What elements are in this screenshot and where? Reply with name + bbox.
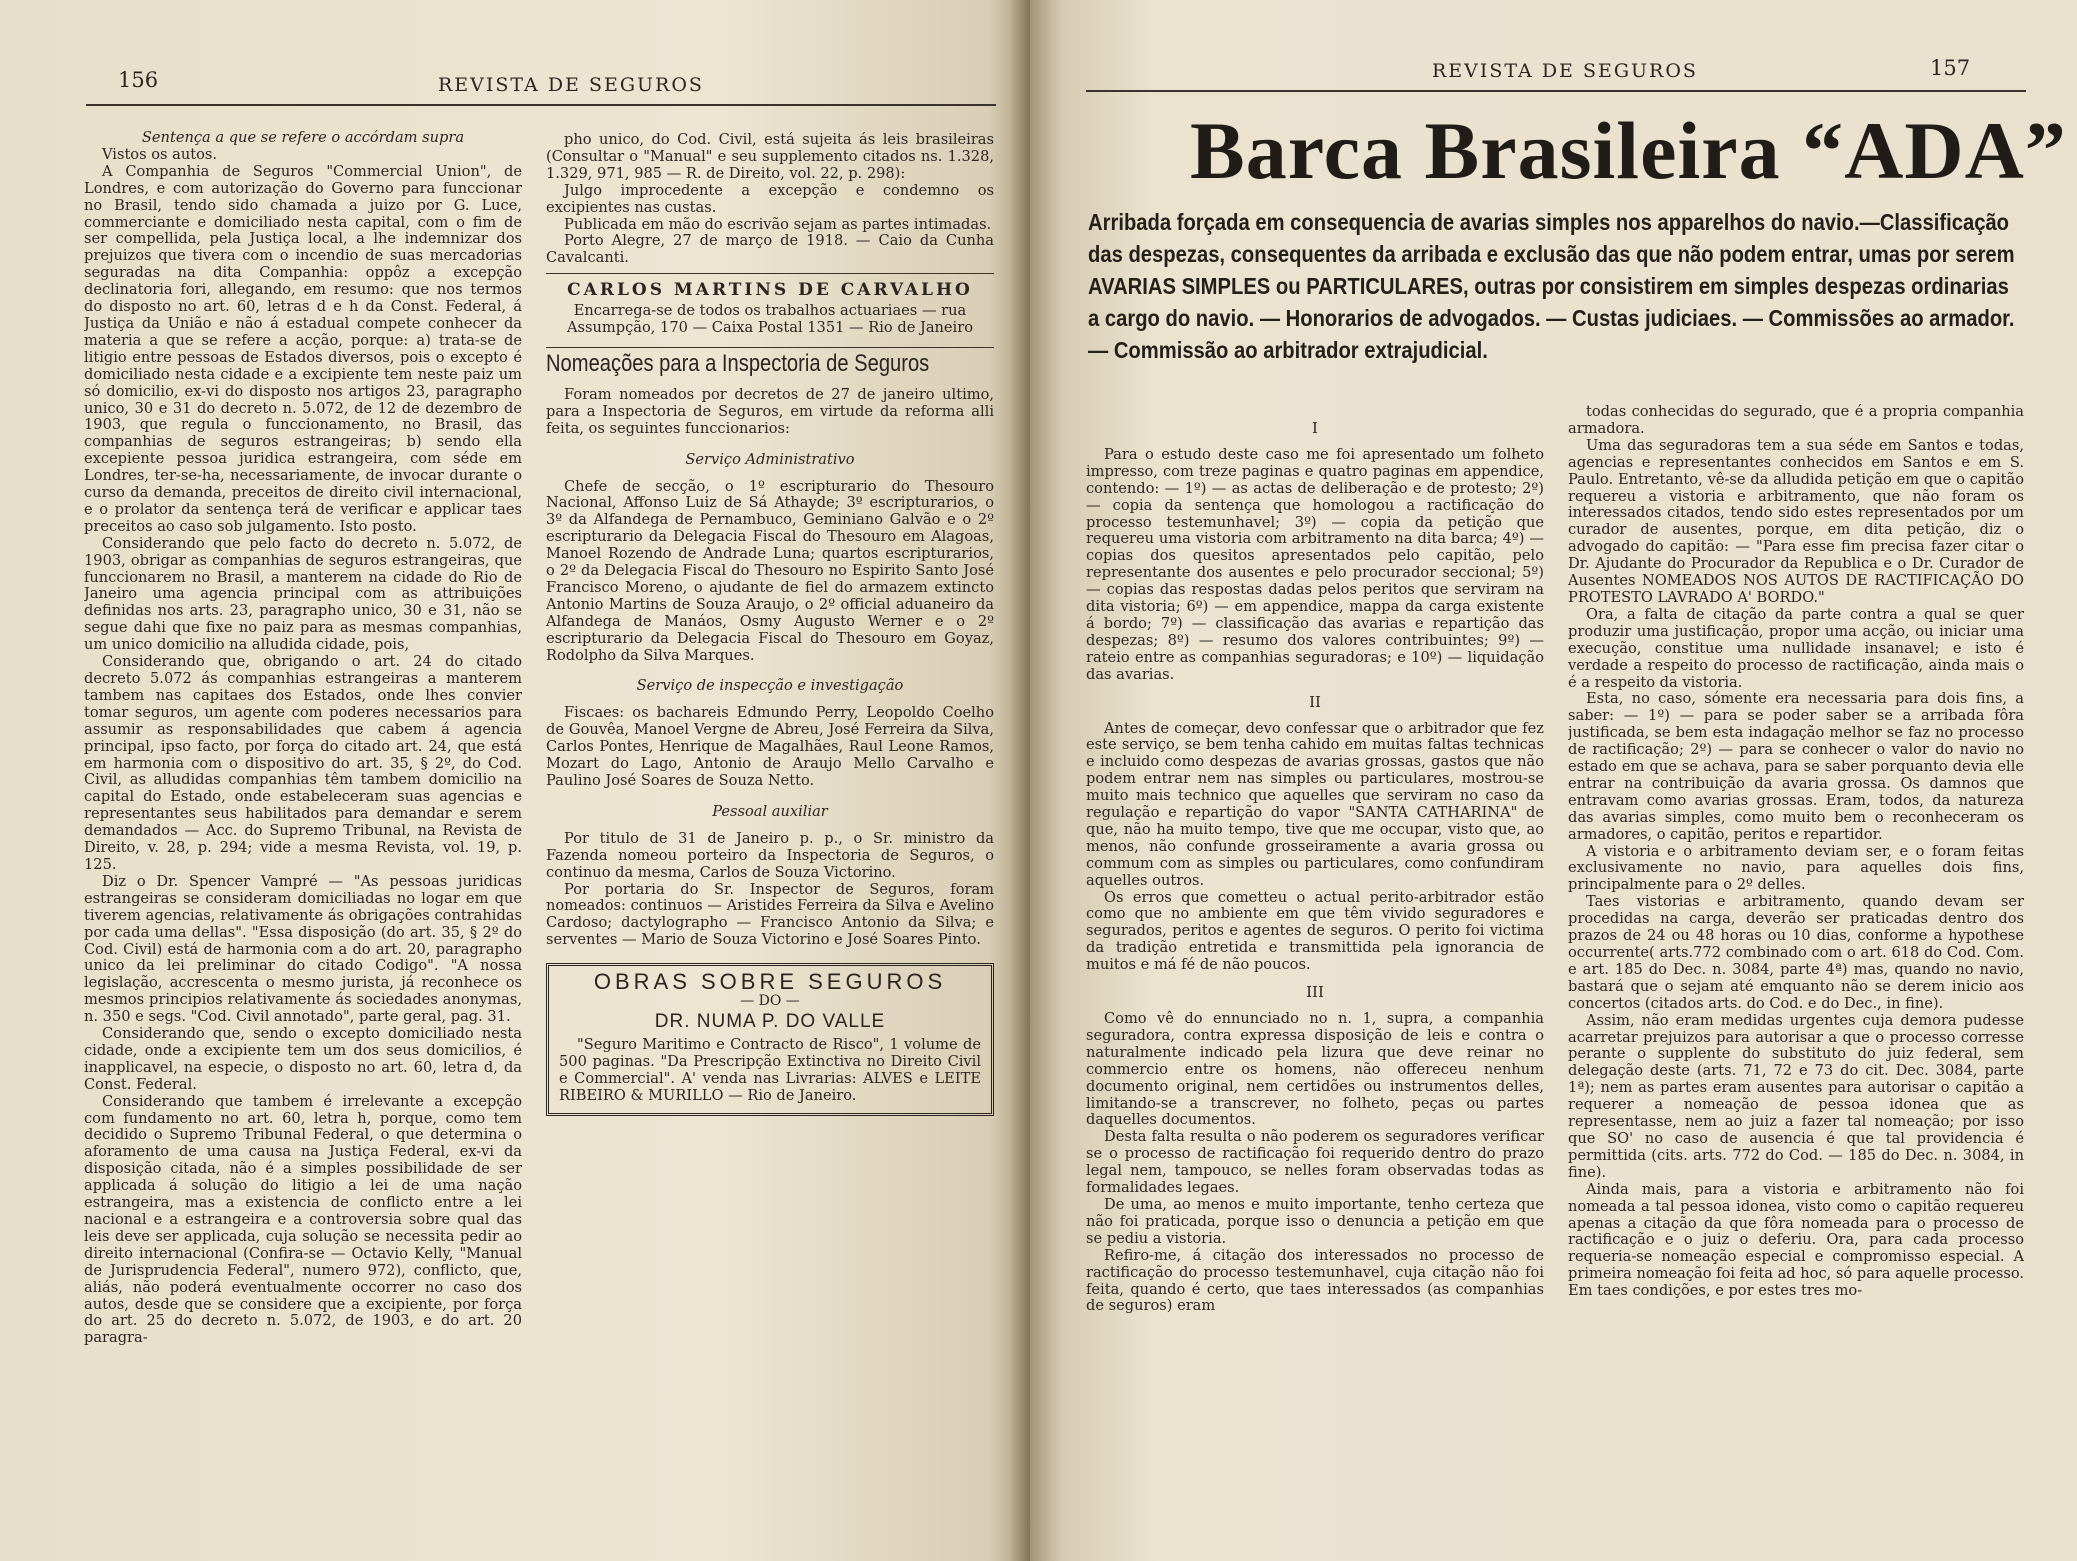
left-column-right — [546, 132, 994, 1542]
article-title: Barca Brasileira “ADA” — [1190, 105, 2067, 196]
paragraph: Antes de começar, devo confessar que o arbitrador que fez este serviço, se bem tenha cahido em muitas faltas technicas e incluido como despezas de avarias grossas, gastos que não podem entrar nem nas simples ou particulares, mostrou-se muito mais technico que aquelles que serviram no caso da regulação e repartição do vapor "SANTA CATHARINA" de que, não ha muito tempo, tive que me occupar, visto que, ao menos, não confunde grosseiramente a avaria grossa ou commum com as simples ou particulares, como confundiram aquelles outros. — [1086, 719, 1544, 889]
paragraph: A Companhia de Seguros "Commercial Union", de Londres, e com autorização do Governo para funccionar no Brasil, tendo sido chamada a juizo por G. Luce, commerciante e domiciliado nesta capital, com o fim de ser compellida, pela Justiça local, a lhe indemnizar dos prejuizos que tivera com o incendio de suas mercadorias seguradas na dita Companhia: oppôz a excepção declinatoria fori, allegando, em resumo: que nos termos do disposto no art. 60, letras d e h da Const. Federal, á Justiça da União e não á estadual compete conhecer da materia a que se refere a acção, porque: a) trata-se de litigio entre pessoas de Estados diversos, pois o excepto é domiciliado nesta cidade e a excipiente tem neste paiz um só domicilio, ex-vi do disposto nos artigos 23, paragrapho unico, 30 e 31 do decreto n. 5.072, de 12 de dezembro de 1903, que regula o funccionamento, no Brasil, das companhias de seguros estrangeiras; b) sendo ella excepiente pessoa juridica estrangeira, com séde em Londres, ter-se-ha, necessariamente, de invocar durante o curso da demanda, preceitos de direito civil internacional, e o prolator da sentença terá de verificar e applicar taes preceitos ao caso sob julgamento. Isto posto. — [84, 162, 522, 535]
paragraph: Vistos os autos. — [102, 145, 218, 163]
paragraph: De uma, ao menos e muito importante, tenho certeza que não foi praticada, porque isso o denuncia a petição em que se pediu a vistoria. — [1086, 1195, 1544, 1247]
paragraph: Considerando que tambem é irrelevante a excepção com fundamento no art. 60, letra h, porque, como tem decidido o Supremo Tribunal Federal, o que determina o aforamento de uma causa na Justiça Federal, ex-vi da disposição citada, não é a simples possibilidade de ser applicada á solução do litigio a lei de uma nação estrangeira, mas a existencia de conflicto entre a lei nacional e a estrangeira e a controversia sobre qual das leis deve ser applicada, cuja solução se necessita pedir ao direito internacional (Confira-se — Octavio Kelly, "Manual de Jurisprudencia Federal", numero 972), conflicto, que, aliás, não poderá eventualmente occorrer no caso dos autos, desde que se considere que a excipiente, por força do art. 25 do decreto n. 5.072, de 1903, e do art. 20 paragra- — [84, 1092, 522, 1347]
paragraph: Fiscaes: os bachareis Edmundo Perry, Leopoldo Coelho de Gouvêa, Manoel Vergne de Abreu, José Ferreira da Silva, Carlos Pontes, Henrique de Magalhães, Raul Leone Ramos, Mozart do Lago, Antonio de Araujo Mello Carvalho e Paulino José Soares de Souza Netto. — [546, 704, 994, 789]
header-rule — [86, 104, 996, 106]
nomeacoes-section-title: Serviço de inspecção e investigação — [636, 677, 904, 695]
obras-text: "Seguro Maritimo e Contracto de Risco", 1 volume de 500 paginas. "Da Prescripção Extinctiva no Direito Civil e Commercial". A' venda nas Livrarias: ALVES e LEITE RIBEIRO & MURILLO — Rio de Janeiro. — [559, 1035, 981, 1104]
nomeacoes-heading: Nomeações para a Inspectoria de Seguros — [546, 349, 930, 377]
paragraph: Assim, não eram medidas urgentes cuja demora pudesse acarretar prejuizos para autorisar a que o processo corresse perante o supplente do substituto do juiz federal, sem delegação deste (arts. 71, 72 e 73 do cit. Dec. 3084, parte 1ª); nem as partes eram ausentes para autorisar o capitão a requerer a nomeação de pessoa idonea que as representasse, nem ao juiz a fazer tal nomeação; por isso que SO' no caso de ausencia é que tal providencia é permittida (cits. arts. 772 do Cod. — 185 do Dec. n. 3084, in fine). — [1568, 1011, 2024, 1181]
paragraph: Porto Alegre, 27 de março de 1918. — Caio da Cunha Cavalcanti. — [546, 232, 994, 267]
paragraph: pho unico, do Cod. Civil, está sujeita ás leis brasileiras (Consultar o "Manual" e seu supplemento citados ns. 1.328, 1.329, 971, 985 — R. de Direito, vol. 22, p. 298): — [546, 132, 994, 182]
running-head: REVISTA DE SEGUROS — [438, 74, 704, 96]
paragraph: Julgo improcedente a excepção e condemno os excipientes nas custas. — [546, 181, 994, 216]
paragraph: Uma das seguradoras tem a sua séde em Santos e todas, agencias e representantes conhecidos em Santos e em S. Paulo. Entretanto, vê-se da alludida petição em que o capitão requereu a vistoria e arbitramento, que não foram os interessados citados, tendo sido estes representados por um curador de ausentes, porque, em dita petição, diz o advogado do capitão: — "Para esse fim precisa fazer citar o Dr. Ajudante do Procurador da Republica e o Dr. Curador de Ausentes NOMEADOS NOS AUTOS DE RACTIFICAÇÃO DO PROTESTO LAVRADO A' BORDO." — [1568, 436, 2024, 606]
paragraph: Refiro-me, á citação dos interessados no processo de ractificação do processo testemunhavel, cuja citação não foi feita, quando é certo, que taes interessados (as companhias de seguros) eram — [1086, 1246, 1544, 1315]
obras-title: OBRAS SOBRE SEGUROS — [593, 969, 947, 995]
right-column-left — [1086, 410, 1544, 1550]
nomeacoes-sections — [546, 452, 994, 950]
running-head: REVISTA DE SEGUROS — [1432, 60, 1698, 82]
left-column-sentenca — [84, 130, 522, 1550]
carlos-martins-name: CARLOS MARTINS DE CARVALHO — [567, 280, 973, 301]
paragraph: A vistoria e o arbitramento deviam ser, e o foram feitas exclusivamente no navio, para aquelles dois fins, principalmente para o 2º delles. — [1568, 842, 2024, 894]
article-summary: Arribada forçada em consequencia de avarias simples nos apparelhos do navio.—Classificação das despezas, consequentes da arribada e exclusão das que não podem entrar, umas por serem AVARIAS SIMPLES ou PARTICULARES, outras por consistirem em simples despezas ordinarias a cargo do navio. — Honorarios de advogados. — Custas judiciaes. — Commissões ao armador. — Commissão ao arbitrador extrajudicial. — [1088, 209, 2015, 363]
paragraph: Considerando que, sendo o excepto domiciliado nesta cidade, onde a excipiente tem um dos seus domicilios, é inapplicavel, na especie, o disposto no art. 60, letra d, da Const. Federal. — [84, 1025, 522, 1093]
paragraph: Esta, no caso, sómente era necessaria para dois fins, a saber: — 1º) — para se poder saber se a arribada fôra justificada, se bem esta indagação melhor se faz no processo de ractificação; 2º) — para se conhecer o valor do navio no estado em que se achava, para se saber porquanto devia elle entrar na contribuição da avaria grossa. Os damnos que entravam como avarias grossas. Eram, todos, da natureza das avarias simples, como muito bem o reconheceram os armadores, o capitão, peritos e repartidor. — [1568, 690, 2024, 843]
section-numeral: III — [1306, 983, 1324, 1002]
obras-author: DR. NUMA P. DO VALLE — [654, 1010, 886, 1032]
nomeacoes-section-title: Serviço Administrativo — [685, 450, 855, 468]
paragraph: Para o estudo deste caso me foi apresentado um folheto impresso, com treze paginas e quatro paginas em appendice, contendo: — 1º) — as actas de deliberação e de protesto; 2º) — copia da sentença que homologou a ractificação do processo testemunhavel; 3º) — copia da petição que requereu uma vistoria com arbitramento na dita barca; 4º) — copias dos quesitos apresentados pelo capitão, pelo representante dos ausentes e pelo procurador seccional; 5º) — copias das respostas dadas pelos peritos que serviram na dita vistoria; 6º) — em appendice, mappa da carga existente á bordo; 7º) — classificação das avarias e repartição das despezas; 8º) — resumo dos valores contribuintes; 9º) — rateio entre as companhias seguradoras; e 10º) — liquidação das avarias. — [1086, 445, 1544, 683]
obras-do: — DO — — [740, 993, 800, 1010]
paragraph: Publicada em mão do escrivão sejam as partes intimadas. — [564, 215, 992, 233]
obras-advert-box — [546, 963, 994, 1115]
page-number: 156 — [118, 68, 159, 92]
header-rule — [1086, 90, 2026, 92]
sentenca-continuation — [546, 132, 994, 267]
right-page — [1030, 0, 2077, 1561]
paragraph: Por portaria do Sr. Inspector de Seguros, foram nomeados: continuos — Aristides Ferreira da Silva e Avelino Cardoso; dactylographo — Francisco Antonio da Silva; e serventes — Mario de Souza Victorino e José Soares Pinto. — [546, 880, 994, 949]
divider — [546, 273, 994, 274]
left-page — [0, 0, 1030, 1561]
paragraph: Como vê do ennunciado no n. 1, supra, a companhia seguradora, contra expressa disposição de leis e contra o naturalmente indicado pela lizura que deve reinar no commercio entre os homens, não offereceu nenhum documento original, nem certidões ou instrumentos delles, limitando-se a transcrever, no folheto, peças ou partes daquelles documentos. — [1086, 1010, 1544, 1129]
divider — [546, 347, 994, 348]
paragraph: todas conhecidas do segurado, que é a propria companhia armadora. — [1568, 404, 2024, 437]
paragraph: Os erros que cometteu o actual perito-arbitrador estão como que no ambiente em que têm vivido seguradores e segurados, peritos e agentes de seguros. O perito foi victima da tradição entretida e transmittida pela ignorancia de muitos e má fé de não poucos. — [1086, 888, 1544, 974]
carlos-martins-text: Encarrega-se de todos os trabalhos actuariaes — rua Assumpção, 170 — Caixa Postal 1351 — Rio de Janeiro — [567, 302, 973, 337]
right-column-right — [1568, 404, 2024, 1550]
paragraph: Ora, a falta de citação da parte contra a qual se quer produzir uma justificação, propor uma acção, ou iniciar uma execução, constitue uma nullidade insanavel; e isto é verdade a respeito do processo de ractificação, ainda mais o é a respeito da vistoria. — [1568, 605, 2024, 691]
paragraph: Ainda mais, para a vistoria e arbitramento não foi nomeada a tal pessoa idonea, visto como o capitão requereu apenas a citação da que fôra nomeada para o processo de ractificação e o juiz o deferiu. Ora, para cada processo requeria-se nomeação especial e compromisso especial. A primeira nomeação foi feita ad hoc, só para aquelle processo. Em taes condições, e por estes tres mo- — [1568, 1180, 2024, 1300]
paragraph: Taes vistorias e arbitramento, quando devam ser procedidas na carga, deverão ser praticadas dentro dos prazos de 24 ou 48 horas ou 10 dias, conforme a hypothese occurrente( arts.772 combinado com o art. 618 do Cod. Com. e art. 185 do Dec. n. 3084, parte 4ª) mas, quando no navio, bastará que o sejam até emquanto não se derem inicio aos concertos (citados arts. do Cod. e do Dec., in fine). — [1568, 893, 2024, 1012]
section-numeral: II — [1309, 692, 1321, 711]
nomeacoes-section-title: Pessoal auxiliar — [712, 802, 828, 820]
paragraph: Por titulo de 31 de Janeiro p. p., o Sr. ministro da Fazenda nomeou porteiro da Inspectoria de Seguros, o continuo da mesma, Carlos de Souza Victorino. — [546, 829, 994, 881]
paragraph: Desta falta resulta o não poderem os seguradores verificar se o processo de ractificação foi requerido dentro do prazo legal nem, tampouco, se nelles foram observadas todas as formalidades legaes. — [1086, 1128, 1544, 1197]
paragraph: Considerando que, obrigando o art. 24 do citado decreto 5.072 ás companhias estrangeiras a manterem tambem nas capitaes dos Estados, onde lhes convier tomar seguros, um agente com poderes necessarios para assumir as responsabilidades que cabem á agencia principal, ipso facto, por força do citado art. 24, que está em harmonia com o dispositivo do art. 35, § 2º, do Cod. Civil, as alludidas companhias têm tambem domicilio na capital do Estado, onde estabeleceram suas agencias e representantes seus habilitados para demandar e serem demandados — Acc. do Supremo Tribunal, na Revista de Direito, v. 28, p. 294; vide a mesma Revista, vol. 19, p. 125. — [84, 653, 522, 873]
paragraph: Chefe de secção, o 1º escripturario do Thesouro Nacional, Affonso Luiz de Sá Athayde; 3º escripturarios, o 3º da Alfandega de Pernambuco, Geminiano Galvão e o 2º escripturario da Delegacia Fiscal do Thesouro em Alagoas, Manoel Rozendo de Andrade Luna; quartos escripturarios, o 2º da Delegacia Fiscal do Thesouro no Espirito Santo José Francisco Moreno, o ajudante de fiel do armazem extincto Antonio Martins de Souza Araujo, o 2º official aduaneiro da Alfandega de Manáos, Osmy Augusto Werner e o 2º escripturario da Delegacia Fiscal do Thesouro em Goyaz, Rodolpho da Silva Marques. — [546, 477, 994, 664]
paragraph: Diz o Dr. Spencer Vampré — "As pessoas juridicas estrangeiras se consideram domiciliadas no logar em que tiverem agencias, relativamente ás obrigações contrahidas por cada uma dellas". "Essa disposição (do art. 35, § 2º do Cod. Civil) está de harmonia com a do art. 20, paragrapho unico da lei preliminar do citado Codigo". "A nossa legislação, accrescenta o mesmo jurista, já reconhece os mesmos principios relativamente ás sociedades anonymas, n. 350 e segs. "Cod. Civil annotado", parte geral, pag. 31. — [84, 872, 522, 1026]
section-numeral: I — [1312, 419, 1318, 437]
nomeacoes-intro: Foram nomeados por decretos de 27 de janeiro ultimo, para a Inspectoria de Seguros, em virtude da reforma alli feita, os seguintes funccionarios: — [546, 385, 994, 437]
paragraph: Considerando que pelo facto do decreto n. 5.072, de 1903, obrigar as companhias de seguros estrangeiras, que funccionarem no Brasil, a manterem na cidade do Rio de Janeiro uma agencia principal com as attribuições definidas nos arts. 23, paragrapho unico, 30 e 31, não se segue dahi que fixe no paiz para as mesmas companhias, um unico domicilio na alludida cidade, pois, — [84, 534, 522, 654]
section-subtitle: Sentença a que se refere o accórdam supra — [141, 130, 465, 146]
page-number: 157 — [1930, 56, 1971, 80]
